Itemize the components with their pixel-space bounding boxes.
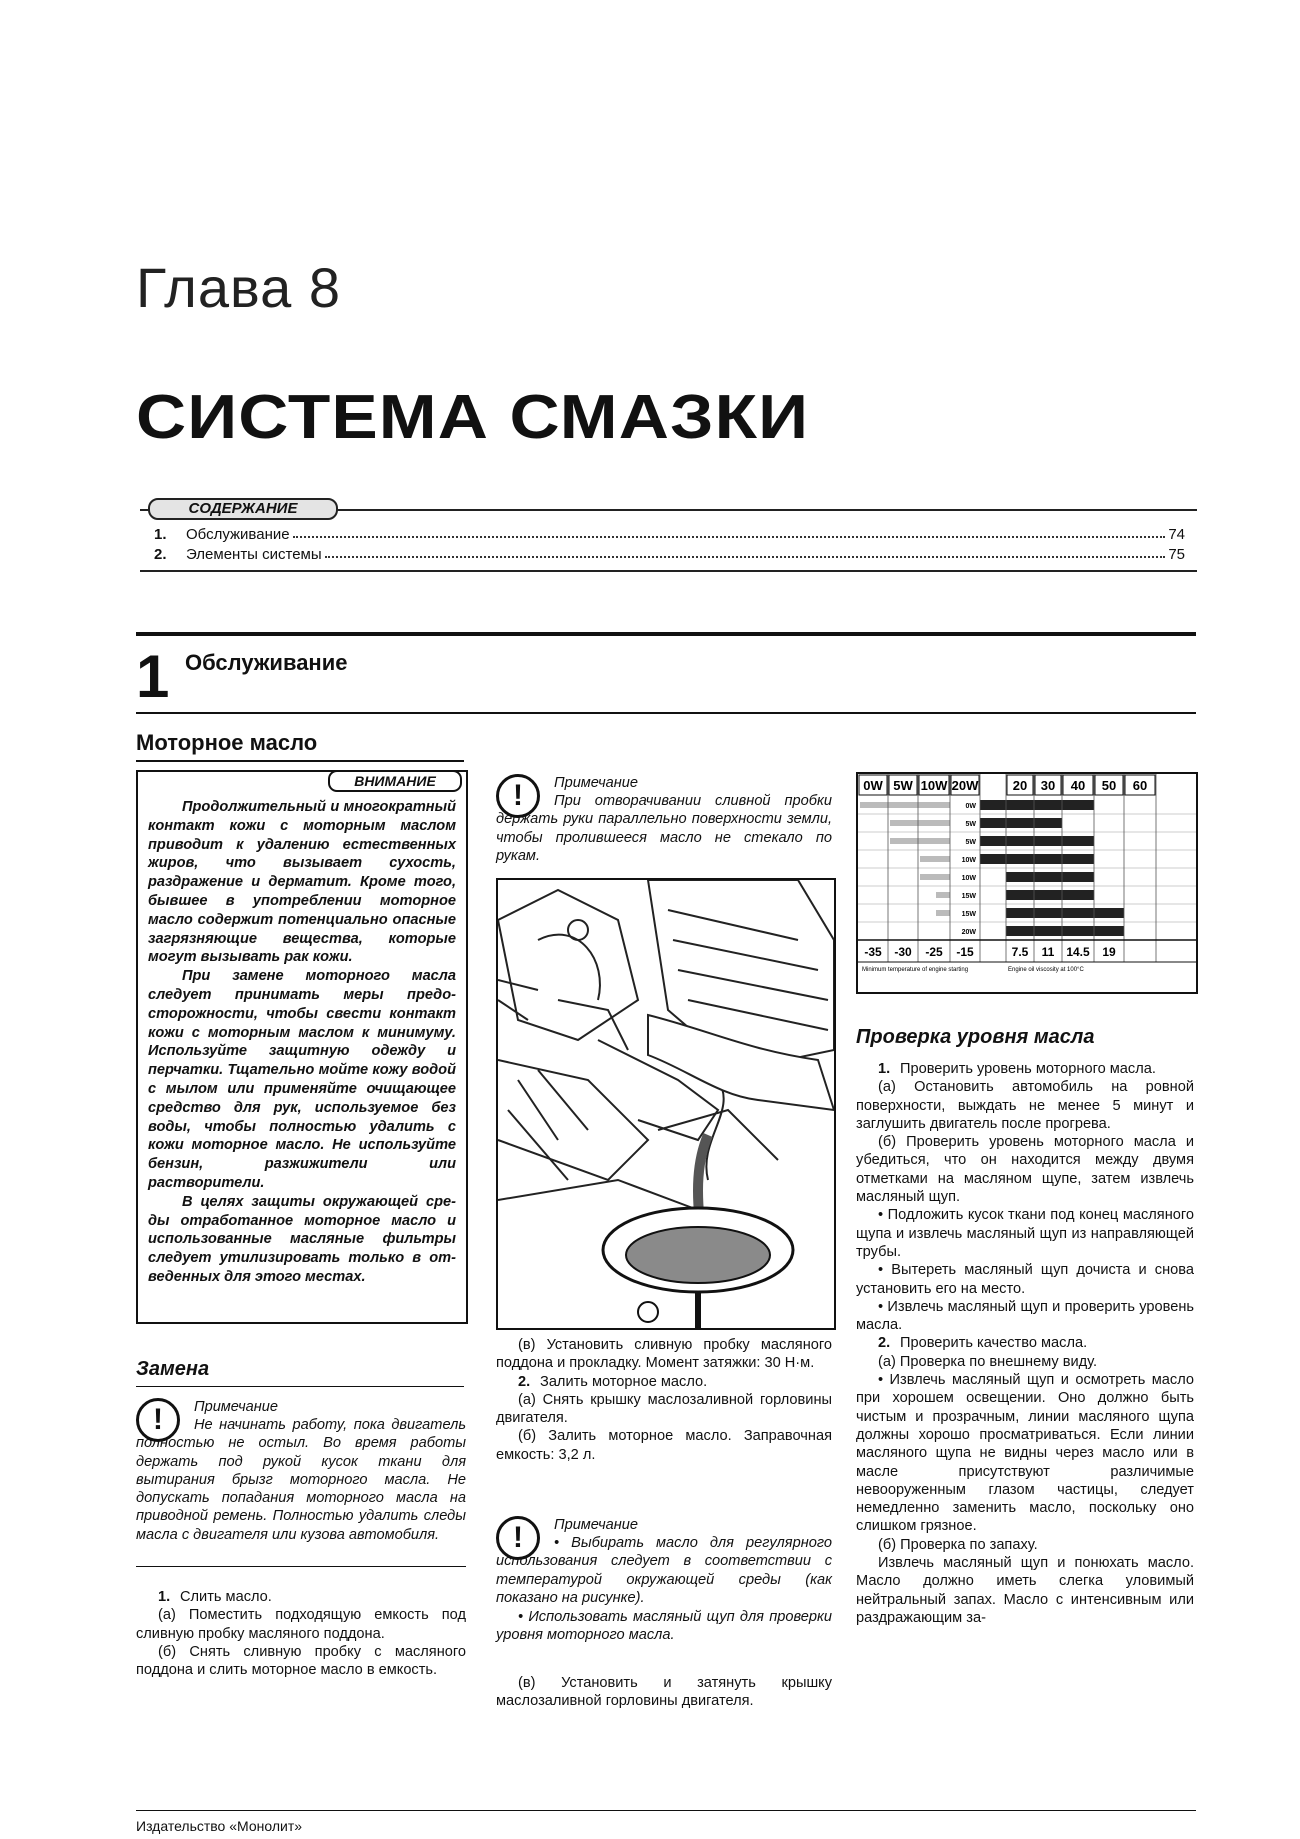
note-block <box>496 1516 832 1648</box>
exclamation-icon: ! <box>496 774 540 818</box>
step-text: (б) Проверить уровень моторного масла и убедиться, что он находится между двумя отметками на масляном щупе, затем извлечь масляный щуп. <box>856 1134 1194 1206</box>
note-block <box>136 1398 466 1566</box>
chart-footer-label: 11 <box>1041 945 1055 959</box>
chart-viscosity-bar <box>980 836 1094 846</box>
warning-tag: ВНИМАНИЕ <box>328 770 462 792</box>
step-text: (б) Проверка по запаху. <box>878 1536 1038 1553</box>
step-text: Проверить качество масла. <box>900 1335 1088 1352</box>
chart-header-label: 10W <box>920 778 948 793</box>
step-text: • Извлечь масляный щуп и проверить уровень масла. <box>856 1298 1194 1334</box>
toc-leader <box>325 546 1166 558</box>
chart-grade-label: 10W <box>961 857 976 864</box>
chart-footer-label: 19 <box>1102 945 1116 959</box>
note-heading: Примечание <box>554 775 639 791</box>
steps-col1 <box>136 1588 466 1679</box>
page-title: СИСТЕМА СМАЗКИ <box>136 383 810 452</box>
chart-grade-label: 5W <box>965 821 976 828</box>
chart-header-label: 5W <box>893 778 913 793</box>
engine-drain-drawing <box>498 880 834 1328</box>
step-text: (б) Снять сливную пробку с масляного поддона и слить моторное масло в емкость. <box>136 1643 466 1679</box>
chart-footer-label: 14.5 <box>1066 945 1090 959</box>
chart-footer-label: -25 <box>925 945 943 959</box>
step-text: (в) Установить сливную пробку масляного поддона и прокладку. Момент затяжки: 30 Н·м. <box>496 1337 832 1372</box>
step-number: 2. <box>878 1335 891 1352</box>
chart-footer-label: -35 <box>864 945 882 959</box>
heading-motor-oil: Моторное масло <box>136 730 318 755</box>
step-text: Залить моторное масло. <box>540 1373 708 1390</box>
toc-bottom-rule <box>140 570 1197 572</box>
chart-viscosity-bar <box>980 818 1062 828</box>
chapter-label: Глава 8 <box>136 256 341 319</box>
step-text: (а) Поместить подходящую емкость под сливную пробку масляного поддона. <box>136 1607 466 1642</box>
heading-underline <box>136 760 464 762</box>
note-bullet: • Использовать масляный щуп для проверки уровня моторного масла. <box>496 1609 832 1644</box>
step-text: Слить масло. <box>180 1589 272 1605</box>
toc-leader <box>293 526 1166 538</box>
chart-temp-bar <box>860 802 950 808</box>
chart-note-left: Minimum temperature of engine starting <box>862 967 969 973</box>
step-number: 1. <box>158 1589 171 1605</box>
step-text: (а) Остановить автомобиль на ровной поверхности, выждать не менее 5 минут и заглушить двигатель после прогрева. <box>856 1079 1194 1132</box>
viscosity-chart <box>856 772 1198 994</box>
warning-paragraph: При замене моторного масла следует принимать меры предосторожности, чтобы свести контакт кожи с моторным маслом к минимуму. Используйте защитную одежду и перчатки. Тщательно мойте кожу водой с мылом или применяйте очищающее средство для рук, используемое без воды, чтобы полностью удалить с кожи моторное масло. Не используйте бензин, разжижители или растворители. <box>148 968 456 1191</box>
step-text: • Вытереть масляный щуп дочиста и снова установить его на место. <box>856 1262 1194 1297</box>
heading-replacement: Замена <box>136 1358 210 1380</box>
publisher-footer: Издательство «Монолит» <box>136 1818 303 1834</box>
warning-paragraph: Продолжительный и многократный контакт кожи с моторным маслом приводит к удалению естественных жиров, что вызывает сухость, раздражение и дерматит. Кроме того, бывшее в употреблении моторное масло содержит потенциально опасные загрязняющие вещества, которые могут вызывать рак кожи. <box>148 799 456 966</box>
chart-header-label: 50 <box>1101 778 1117 793</box>
step-text: (б) Залить моторное масло. Заправочная емкость: 3,2 л. <box>496 1428 832 1463</box>
toc-item-page: 75 <box>1168 546 1185 563</box>
step-number: 2. <box>518 1373 531 1390</box>
chart-note-right: Engine oil viscosity at 100°C <box>1008 967 1084 973</box>
step-text: (а) Снять крышку маслозаливной горловины двигателя. <box>496 1391 832 1427</box>
chart-grade-label: 15W <box>961 911 976 918</box>
step-text: • Извлечь масляный щуп и осмотреть масло при хорошем освещении. Оно должно быть чистым и прозрачным, линии масляного щупа должны хорошо просматриваться. Если линии масляного щупа не видны через масло или в масле присутствуют различимые невооруженным глазом частицы, следует немедленно заменить масло, поскольку оно слишком грязное. <box>856 1372 1194 1535</box>
steps-col2-end <box>496 1674 832 1711</box>
chart-temp-bar <box>920 856 950 862</box>
chart-viscosity-bar <box>980 854 1094 864</box>
chart-footer-label: -30 <box>894 945 912 959</box>
warning-body <box>148 798 456 1287</box>
toc-item[interactable] <box>154 526 1185 543</box>
step-text: (в) Установить и затянуть крышку маслозаливной горловины двигателя. <box>496 1675 832 1710</box>
step-text: Проверить уровень моторного масла. <box>900 1061 1156 1077</box>
steps-col2 <box>496 1336 832 1464</box>
oil-drain-illustration <box>496 878 836 1330</box>
step-number: 1. <box>878 1061 891 1077</box>
toc-item-page: 74 <box>1168 526 1185 543</box>
viscosity-chart-svg <box>858 774 1196 992</box>
chart-grade-label: 5W <box>965 839 976 846</box>
warning-box <box>136 770 468 1324</box>
chart-header-label: 20W <box>951 778 979 793</box>
step-text: (а) Проверка по внешнему виду. <box>878 1353 1098 1370</box>
chart-temp-bar <box>936 892 950 898</box>
chart-viscosity-bar <box>1006 872 1094 882</box>
exclamation-icon: ! <box>496 1516 540 1560</box>
chart-grade-label: 15W <box>961 893 976 900</box>
steps-col3 <box>856 1060 1194 1627</box>
chart-temp-bar <box>936 910 950 916</box>
note-rule <box>136 1566 466 1567</box>
chart-temp-bar <box>890 820 950 826</box>
warning-paragraph: В целях защиты окружающей среды отработанное моторное масло и использованные масляные фильтры следует утилизировать только в отведенных для этого местах. <box>148 1193 456 1285</box>
toc-item[interactable] <box>154 546 1185 563</box>
chart-temp-bar <box>890 838 950 844</box>
step-text: Извлечь масляный щуп и понюхать масло. Масло должно иметь слегка уловимый нейтральный запах. Масло с интенсивным или раздражающим за- <box>856 1555 1194 1626</box>
note-bullet: • Выбирать масло для регулярного использования следует в соответствии с температурой окружающей среды (как показано на рисунке). <box>496 1535 832 1606</box>
chart-header-label: 40 <box>1070 778 1086 793</box>
section-number: 1 <box>136 643 170 710</box>
chart-viscosity-bar <box>1006 908 1124 918</box>
note-block <box>496 774 832 870</box>
table-of-contents <box>140 498 1197 572</box>
toc-item-text: Элементы системы <box>186 546 322 563</box>
chart-header-label: 0W <box>863 778 883 793</box>
heading-oil-level: Проверка уровня масла <box>856 1026 1095 1048</box>
note-heading: Примечание <box>194 1399 279 1415</box>
chart-viscosity-bar <box>1006 890 1094 900</box>
step-text: • Подложить кусок ткани под конец масляного щупа и извлечь масляный щуп из направляющей трубы. <box>856 1207 1194 1260</box>
chart-footer-label: -15 <box>956 945 974 959</box>
note-text: При отворачивании сливной пробки держать руки параллельно поверхности земли, чтобы пролившееся масло не стекало по рукам. <box>496 793 832 864</box>
section-title: Обслуживание <box>185 650 348 675</box>
heading-underline <box>136 1386 464 1387</box>
chart-header-label: 30 <box>1040 778 1056 793</box>
chart-footer-label: 7.5 <box>1011 945 1029 959</box>
footer-rule <box>136 1810 1196 1811</box>
toc-label: СОДЕРЖАНИЕ <box>148 498 338 520</box>
chart-grade-label: 20W <box>961 929 976 936</box>
chart-header-label: 20 <box>1012 778 1028 793</box>
chart-viscosity-bar <box>980 800 1094 810</box>
note-text: Не начинать работу, пока двигатель полностью не остыл. Во время работы держать под рукой кусок ткани для вытирания брызг моторного масла. Не допускать попадания моторного масла на приводной ремень. Полностью удалить следы масла с двигателя или кузова автомобиля. <box>136 1417 466 1543</box>
toc-item-text: Обслуживание <box>186 526 290 543</box>
chart-grade-label: 10W <box>961 875 976 882</box>
chart-viscosity-bar <box>1006 926 1124 936</box>
chart-header-label: 60 <box>1132 778 1148 793</box>
section-top-rule <box>136 632 1196 636</box>
exclamation-icon: ! <box>136 1398 180 1442</box>
section-bottom-rule <box>136 712 1196 714</box>
toc-item-num: 2. <box>154 546 167 563</box>
chart-grade-label: 0W <box>965 803 976 810</box>
note-heading: Примечание <box>554 1517 639 1533</box>
toc-item-num: 1. <box>154 526 167 543</box>
chart-temp-bar <box>920 874 950 880</box>
